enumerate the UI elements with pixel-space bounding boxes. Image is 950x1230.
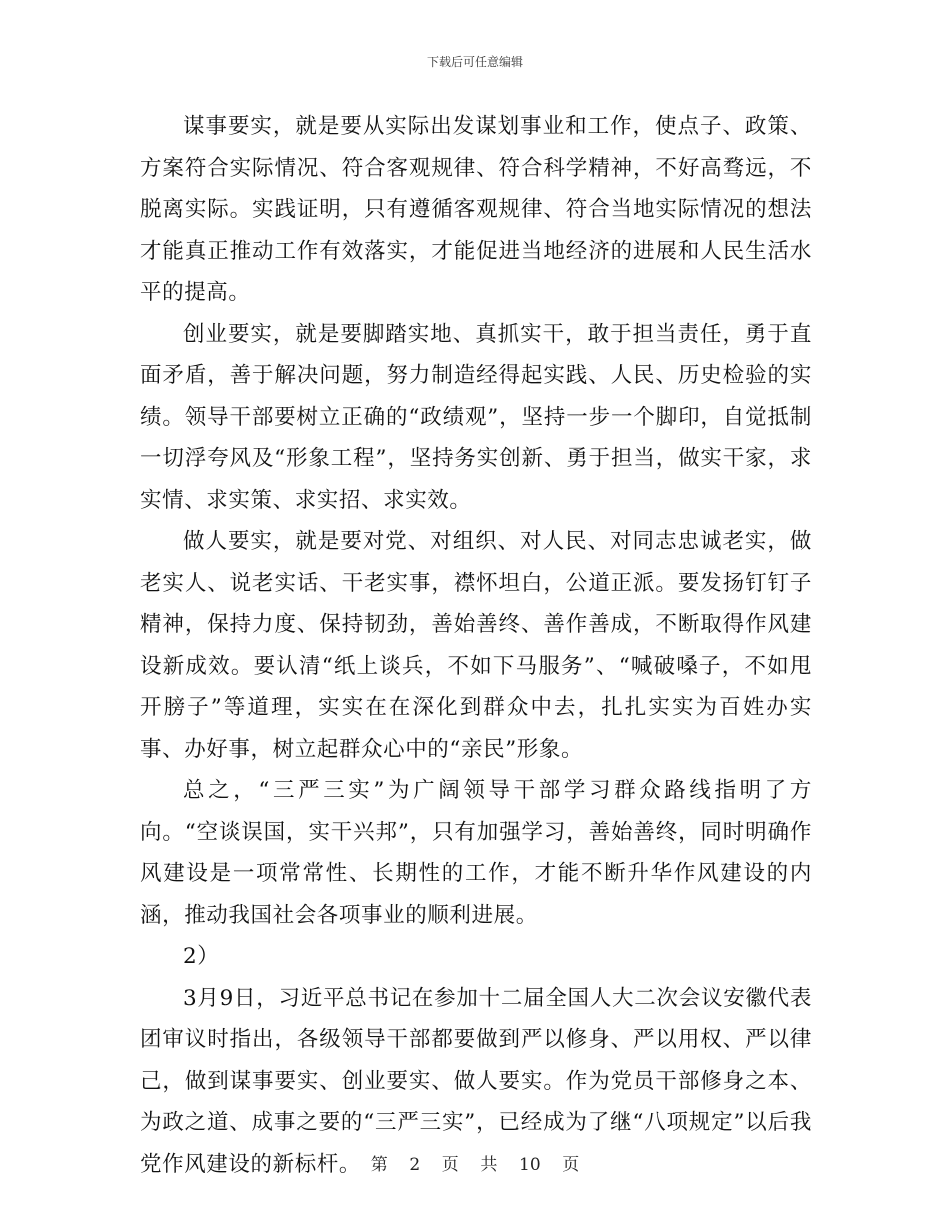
footer-page-number: 2 — [409, 1155, 421, 1175]
paragraph-background: 3月9日，习近平总书记在参加十二届全国人大二次会议安徽代表团审议时指出，各级领导干部都要做到严以修身、严以用权、严以律己，做到谋事要实、创业要实、做人要实。作为党员干部修身之本、为政之道、成事之要的“三严三实”，已经成为了继“八项规定”以后我党作风建设的新标杆。 — [140, 985, 812, 1177]
document-body — [140, 106, 812, 1185]
section-number: 2） — [183, 944, 220, 969]
footer-prefix: 第 — [370, 1155, 388, 1175]
page-footer — [0, 1154, 950, 1176]
page-header: 下载后可任意编辑 — [426, 55, 523, 69]
paragraph-planning: 谋事要实，就是要从实际出发谋划事业和工作，使点子、政策、方案符合实际情况、符合客观规律、符合科学精神，不好高骛远，不脱离实际。实践证明，只有遵循客观规律、符合当地实际情况的想法才能真正推动工作有效落实，才能促进当地经济的进展和人民生活水平的提高。 — [140, 114, 812, 305]
footer-page-label: 页 — [441, 1155, 459, 1175]
footer-suffix: 页 — [562, 1155, 580, 1175]
footer-total-pages: 10 — [519, 1155, 541, 1175]
footer-total-label: 共 — [480, 1155, 498, 1175]
paragraph-conduct: 做人要实，就是要对党、对组织、对人民、对同志忠诚老实，做老实人、说老实话、干老实事，襟怀坦白，公道正派。要发扬钉钉子精神，保持力度、保持韧劲，善始善终、善作善成，不断取得作风建设新成效。要认清“纸上谈兵，不如下马服务”、“喊破嗓子，不如甩开膀子”等道理，实实在在深化到群众中去，扎扎实实为百姓办实事、办好事，树立起群众心中的“亲民”形象。 — [140, 529, 812, 762]
paragraph-summary: 总之，“三严三实”为广阔领导干部学习群众路线指明了方向。“空谈误国，实干兴邦”，只有加强学习，善始善终，同时明确作风建设是一项常常性、长期性的工作，才能不断升华作风建设的内涵，推动我国社会各项事业的顺利进展。 — [140, 778, 812, 928]
paragraph-entrepreneurship: 创业要实，就是要脚踏实地、真抓实干，敢于担当责任，勇于直面矛盾，善于解决问题，努力制造经得起实践、人民、历史检验的实绩。领导干部要树立正确的“政绩观”，坚持一步一个脚印，自觉抵制一切浮夸风及“形象工程”，坚持务实创新、勇于担当，做实干家，求实情、求实策、求实招、求实效。 — [140, 321, 812, 513]
